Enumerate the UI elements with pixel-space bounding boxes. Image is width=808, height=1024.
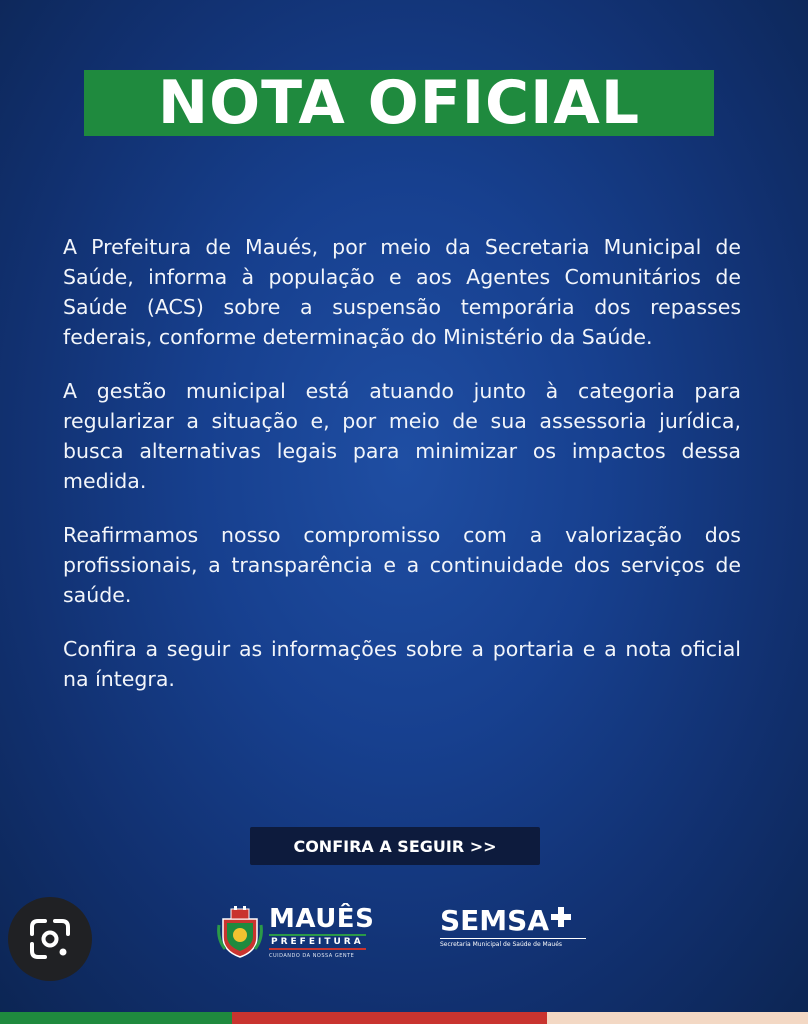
notice-body [63,232,741,718]
page-title: NOTA OFICIAL [157,68,641,138]
paragraph-1: A Prefeitura de Maués, por meio da Secretaria Municipal de Saúde, informa à população e aos Agentes Comunitários de Saúde (ACS) sobre a suspensão temporária dos repasses federais, conforme determinação do Ministério da Saúde. [63,235,741,349]
confira-a-seguir-button[interactable]: CONFIRA A SEGUIR >> [250,827,540,865]
maues-slogan: CUIDANDO DA NOSSA GENTE [269,952,355,959]
municipal-crest-icon [217,905,263,959]
footer-color-stripe [0,1012,808,1024]
medical-cross-icon [550,906,572,928]
semsa-subtitle: Secretaria Municipal de Saúde de Maués [440,938,586,948]
google-lens-icon [27,916,73,962]
paragraph-3: Reafirmamos nosso compromisso com a valorização dos profissionais, a transparência e a continuidade dos serviços de saúde. [63,523,741,607]
paragraph-4: Confira a seguir as informações sobre a portaria e a nota oficial na íntegra. [63,637,741,691]
title-banner [84,70,714,136]
semsa-name: SEMSA [440,904,549,937]
maues-prefeitura-logo [217,903,387,961]
semsa-logo [440,906,586,956]
paragraph-2: A gestão municipal está atuando junto à categoria para regularizar a situação e, por meio de sua assessoria jurídica, busca alternativas legais para minimizar os impactos dessa medida. [63,379,741,493]
maues-subtitle: PREFEITURA [269,934,366,950]
maues-name: MAUÊS [269,903,375,934]
google-lens-button[interactable] [8,897,92,981]
